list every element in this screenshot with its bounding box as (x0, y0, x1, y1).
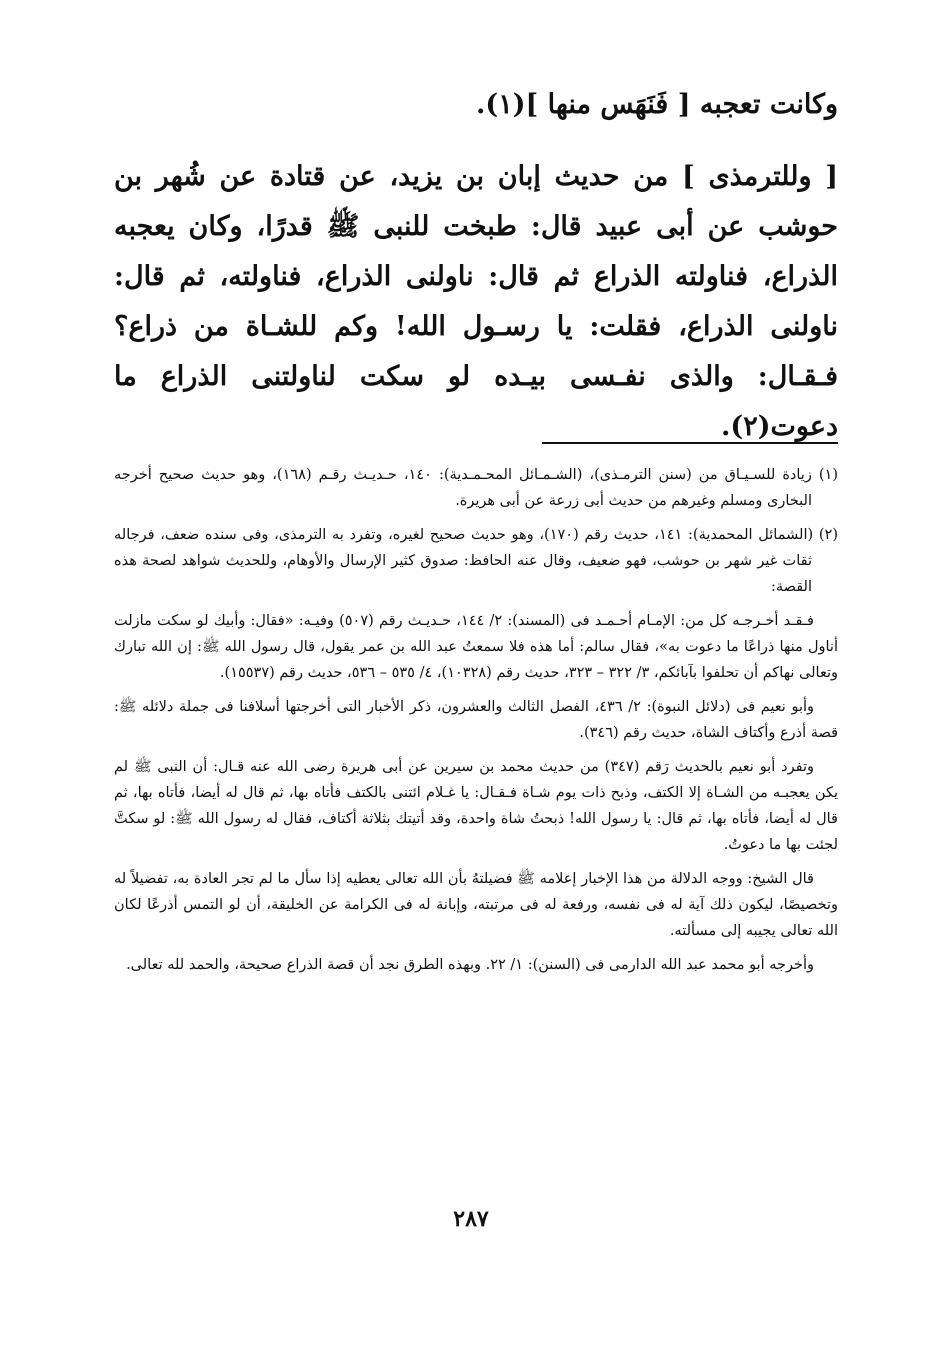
footnote-2-musnad: فـقـد أخـرجـه كل من: الإمـام أحـمـد فى (المسند): ٢/ ١٤٤، حـديـث رقم (٥٠٧) وفيـه: «فقال: وأبيك لو سكت مازلت أناول منها ذراعًا ما دعوت به»، فقال سالم: أما هذه فلا سمعتُ عبد الله بن عمر يقول، قال رسول الله ﷺ: إن الله تبارك وتعالى نهاكم أن تحلفوا بآبائكم، ٣/ ٣٢٢ – ٣٢٣، حديث رقم (١٠٣٢٨)، ٤/ ٥٣٥ – ٥٣٦، حديث رقم (١٥٥٣٧). (114, 613, 838, 681)
footnote-divider (542, 442, 838, 444)
footnote-2-darimi: وأخرجه أبو محمد عبد الله الدارمى فى (السنن): ١/ ٢٢. وبهذه الطرق نجد أن قصة الذراع صحيحة، والحمد لله تعالى. (126, 957, 814, 973)
footnote-1: (١) زيادة للسـيـاق من (سنن الترمـذى)، (الشـمـائل المحـمـدية): ١٤٠، حـديـث رقـم (١٦٨)، وهو حديث صحيح أخرجه البخارى ومسلم وغيرهم من حديث أبى زرعة عن أبى هريرة. (114, 467, 838, 509)
main-text-body (114, 80, 838, 452)
footnotes-section (114, 462, 838, 986)
main-paragraph-2: [ وللترمذى ] من حديث إبان بن يزيد، عن قتادة عن شُهر بن حوشب عن أبى عبيد قال: طبخت للنبى ﷺ قدرًا، وكان يعجبه الذراع، فناولته الذراع ثم قال: ناولنى الذراع، فناولته، ثم قال: ناولنى الذراع، فقلت: يا رسـول الله! وكم للشـاة من ذراع؟ فـقـال: والذى نفـسى بيـده لو سكت لناولتنى الذراع ما دعوت(٢). (114, 161, 838, 442)
main-paragraph-1: وكانت تعجبه [ فَنَهَس منها ](١). (476, 89, 838, 120)
footnote-2-sheikh-comment: قال الشيخ: ووجه الدلالة من هذا الإخبار إعلامه ﷺ فضيلتهُ بأن الله تعالى يعطيه إذا سأل ما لم تجر العادة به، تفضيلاً له وتخصيصًا، ليكون ذلك آية له فى نفسه، ورفعة له فى مرتبته، وإبانة له فى الكرامة عن الخليقة، أن لو التمس أذرعًا لكان الله تعالى يجيبه إلى مسألته. (114, 871, 838, 939)
footnote-2-abu-nuaym: وأبو نعيم فى (دلائل النبوة): ٢/ ٤٣٦، الفصل الثالث والعشرون، ذكر الأخبار التى أخرجتها أسلافنا فى جملة دلائله ﷺ: قصة أذرع وأكتاف الشاة، حديث رقم (٣٤٦). (114, 699, 838, 741)
footnote-2: (٢) (الشمائل المحمدية): ١٤١، حديث رقم (١٧٠)، وهو حديث صحيح لغيره، وتفرد به الترمذى، وفى سنده ضعف، فرجاله ثقات غير شهر بن حوشب، فهو ضعيف، وقال عنه الحافظ: صدوق كثير الإرسال والأوهام، وللحديث شواهد لصحة هذه القصة: (114, 527, 838, 595)
footnote-2-ibn-sirin: وتفرد أبو نعيم بالحديث رَقم (٣٤٧) من حديث محمد بن سيرين عن أبى هريرة رضى الله عنه قـال: أن النبى ﷺ لم يكن يعجبـه من الشـاة إلا الكتف، وذبح ذات يوم شـاة فـقـال: يا غـلام ائتنى بالكتف فأتاه بها، ثم قال له أيضا، فأتاه بها، ثم قال له أيضا، فأتاه بها، ثم قال: يا رسول الله! ذبحتُ شاة واحدة، وقد أتيتك بثلاثة أكتاف، فقال له رسول الله ﷺ: لو سكتَّ لجئت بها ما دعوتُ. (114, 759, 838, 853)
page-number: ٢٨٧ (453, 1206, 489, 1232)
